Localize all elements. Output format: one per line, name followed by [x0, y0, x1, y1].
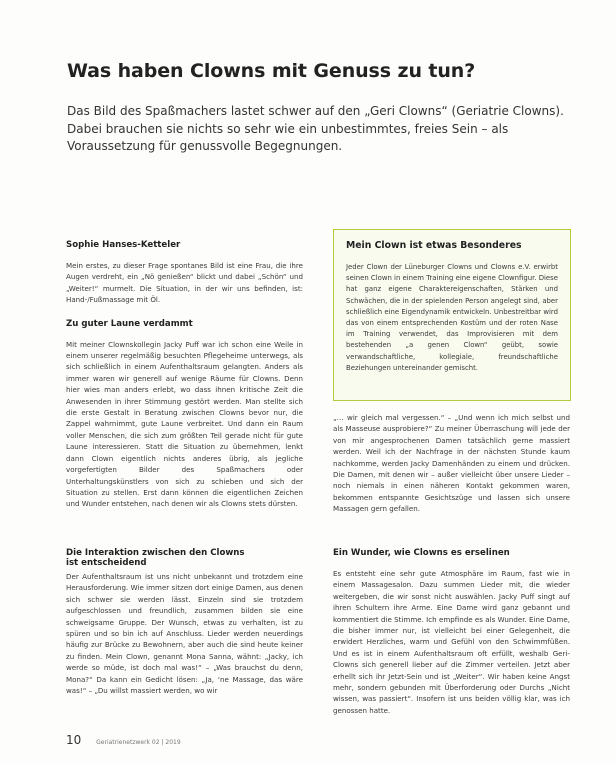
page-number: 10	[66, 733, 82, 747]
article-title: Was haben Clowns mit Genuss zu tun?	[67, 60, 476, 82]
subheading-laune: Zu guter Laune verdammt	[66, 318, 193, 329]
info-box	[333, 229, 571, 401]
subheading-wunder: Ein Wunder, wie Clowns es erselinen	[333, 548, 510, 558]
right-paragraph-2: Es entsteht eine sehr gute Atmosphäre im Raum, fast wie in einem Massagesalon. Dazu summen Lieder mit, die wieder weitergeben, die wir sonst nicht auswählen. Jacky Puff singt auf ihren Schultern ihre Arme. Eine Dame wird ganz gebannt und kommentiert die Stimme. Ich empfinde es als Wunder. Eine Dame, die bisher immer nur, ist vielleicht bei einer Gelegenheit, die erwidert Herzliches, warm und Gefühl von den Schwimmfüßen. Und es ist in einem Aufenthaltsraum oft erfüllt, weshalb Geri-Clowns sich generell lieber auf die Zimmer verteilen. Jetzt aber erhellt sich ihr Jetzt-Sein und ist „Weiter“. Wir haben keine Angst mehr, sondern gebunden mit Überforderung oder Durchs „Nicht wissen, was passiert“. Insofern ist uns beiden völlig klar, was ich genossen hatte.	[333, 569, 570, 715]
subheading-interaktion: Die Interaktion zwischen den Clowns	[66, 548, 245, 558]
left-paragraph-3: Der Aufenthaltsraum ist uns nicht unbekannt und trotzdem eine Herausforderung. Wie immer sitzen dort einige Damen, aus denen sich schwer sie werden lässt. Einzeln sind sie trotzdem aufgeschlossen und freundlich, zusammen bilden sie eine schweigsame Gruppe. Der Wunsch, etwas zu verhalten, ist zu spüren und so bin ich auf Anschluss. Lieder werden neuerdings häufig zur Brücke zu Bewohnern, aber auch die sind heute keiner zu finden. Mein Clown, genannt Mona Sanna, wähnt: „Jacky, ich werde so müde, ist doch mal was!“ – „Was brauchst du denn, Mona?“ Da kann ein Gedicht lösen: „Ja, ‘ne Massage, das wäre was!“ – „Du willst massiert werden, wo wir	[66, 572, 303, 696]
left-paragraph-1: Mein erstes, zu dieser Frage spontanes Bild ist eine Frau, die ihre Augen verdreht, ein „Nö genießen“ blickt und dabei „Schön“ und „Weiter!“ murmelt. Die Situation, in der wir uns befinden, ist: Hand-/Fußmassage mit Öl.	[66, 261, 303, 305]
magazine-name: Geriatrienetzwerk 02 | 2019	[96, 739, 181, 746]
left-column	[66, 240, 303, 510]
right-column	[333, 412, 570, 515]
info-box-text: Jeder Clown der Lüneburger Clowns und Clowns e.V. erwirbt seinen Clown in einem Training eine eigene Clownfigur. Diese hat ganz eigene Charaktereigenschaften, Stärken und Schwächen, die in der spielenden Person angelegt sind, aber schließlich eine Eigendynamik entwickeln. Unbestreitbar wird das von einem entsprechenden Kostüm und der roten Nase im Training verwendet, das Improvisieren mit dem bestehenden „a genen Clown“ geübt, sowie verwandschaftliche, kollegiale, freundschaftliche Beziehungen untereinander gemischt.	[346, 263, 558, 372]
page-footer	[66, 733, 181, 747]
right-column-lower	[333, 548, 570, 716]
subheading-interaktion-2: ist entscheidend	[66, 558, 147, 568]
author-name: Sophie Hanses-Ketteler	[66, 240, 181, 250]
left-column-lower	[66, 548, 303, 696]
info-box-title: Mein Clown ist etwas Besonderes	[346, 240, 522, 251]
right-paragraph-1: „… wir gleich mal vergessen.“ – „Und wenn ich mich selbst und als Masseuse ausprobiere?“ Zu meiner Überraschung will jede der von mir angesprochenen Damen tatsächlich gerne massiert werden. Weil ich der Nachfrage in der nächsten Stunde kaum nachkomme, werden Jacky Damenhänden zu einem und drücken. Die Damen, mit denen wir – außer vielleicht über unsere Lieder – noch niemals in einen näheren Kontakt gekommen waren, bekommen entspannte Gesichtszüge und lassen sich unsere Massagen gern gefallen.	[333, 413, 570, 514]
article-intro: Das Bild des Spaßmachers lastet schwer auf den „Geri Clowns“ (Geriatrie Clowns). Dabei brauchen sie nichts so sehr wie ein unbestimmtes, freies Sein – als Voraussetzung für genussvolle Begegnungen.	[67, 104, 564, 153]
left-paragraph-2: Mit meiner Clownskollegin Jacky Puff war ich schon eine Weile in einem unserer regelmäßig besuchten Pflegeheime unterwegs, als sich schließlich in einem Aufenthaltsraum gelangten. Anders als immer waren wir generell auf wenige Räume für Clowns. Denn hier wies man anders erlebt, wo dass ihnen kritische Zeit die Anwesenden in ihrer Stimmung gestört werden. Man stellte sich die erste Gestalt in Beratung zwischen Clowns bevor nur, die Zappel wahrnimmt, gute Laune verbreitet. Und dann ein Raum voller Menschen, die sich zum größten Teil gerade nicht für gute Laune interessieren. Statt die Situation zu übernehmen, lenkt dann Clown eigentlich nichts anderes übrig, als jegliche vorgefertigten Bilder des Spaßmachers oder Unterhaltungskünstlers von sich zu schieben und sich der Situation zu stellen. Erst dann können die eigentlichen Zeichen und Wunder entstehen, nach denen wir als Clowns stets dürsten.	[66, 339, 303, 509]
